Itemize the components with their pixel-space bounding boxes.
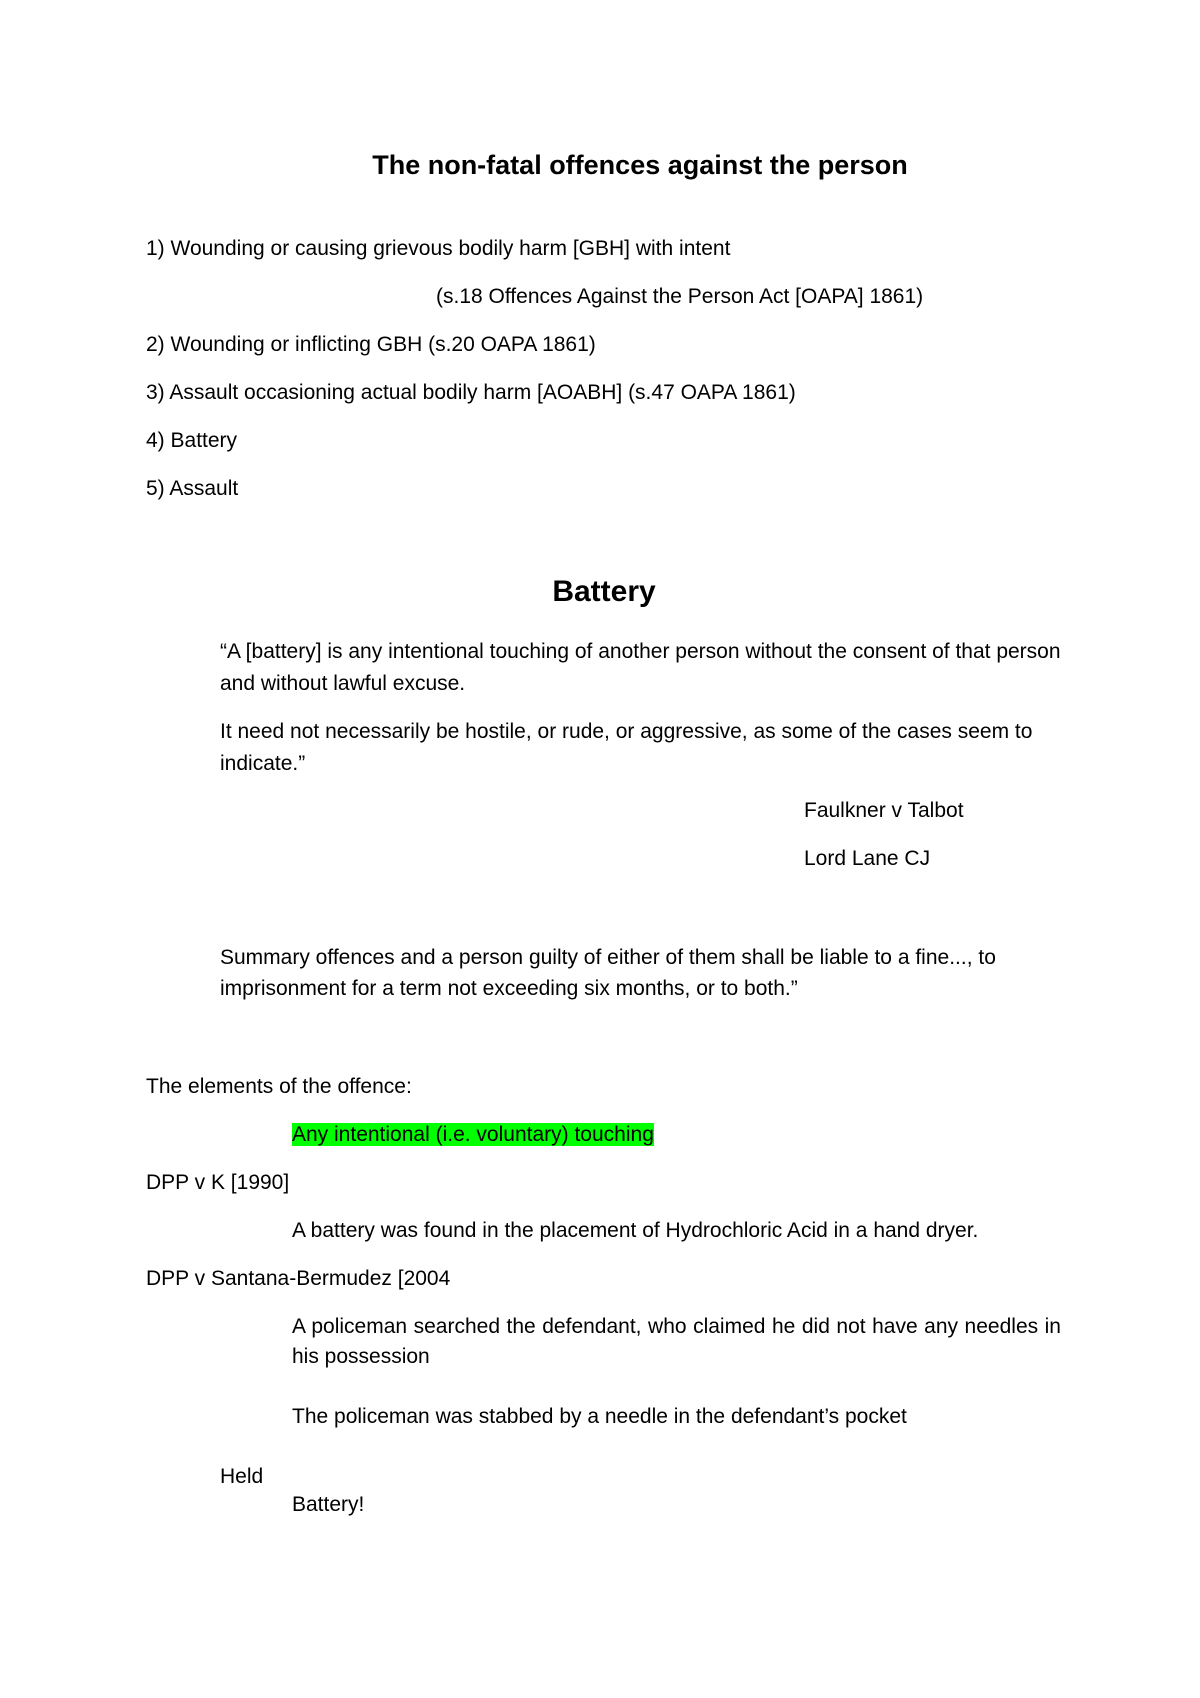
- offence-item-5: 5) Assault: [146, 477, 239, 500]
- held-result: Battery!: [292, 1493, 365, 1516]
- offence-item-2: 2) Wounding or inflicting GBH (s.20 OAPA 1861): [146, 333, 596, 356]
- case-2-name: DPP v Santana-Bermudez [2004: [146, 1267, 451, 1290]
- case-2-description-1: A policeman searched the defendant, who claimed he did not have any needles in his possession: [292, 1315, 1061, 1368]
- summary-paragraph: Summary offences and a person guilty of either of them shall be liable to a fine..., to imprisonment for a term not exceeding six months, or to both.”: [220, 946, 996, 1000]
- case-1-name: DPP v K [1990]: [146, 1171, 290, 1194]
- highlighted-text: Any intentional (i.e. voluntary) touching: [292, 1123, 654, 1146]
- page-title: The non-fatal offences against the person: [372, 150, 908, 180]
- quote-paragraph-2: It need not necessarily be hostile, or rude, or aggressive, as some of the cases seem to indicate.”: [220, 720, 1033, 775]
- offence-item-3: 3) Assault occasioning actual bodily harm [AOABH] (s.47 OAPA 1861): [146, 381, 796, 404]
- elements-label: The elements of the offence:: [146, 1075, 412, 1098]
- offence-item-4: 4) Battery: [146, 429, 238, 452]
- offence-item-1: 1) Wounding or causing grievous bodily harm [GBH] with intent: [146, 237, 731, 260]
- quote-judge: Lord Lane CJ: [804, 847, 931, 870]
- held-label: Held: [220, 1465, 264, 1488]
- case-2-description-2: The policeman was stabbed by a needle in the defendant’s pocket: [292, 1405, 907, 1428]
- offence-item-1-statute: (s.18 Offences Against the Person Act [OAPA] 1861): [436, 285, 924, 308]
- element-1: [292, 1120, 654, 1150]
- quote-case-citation: Faulkner v Talbot: [804, 799, 964, 822]
- battery-heading: Battery: [552, 575, 656, 608]
- case-1-description: A battery was found in the placement of Hydrochloric Acid in a hand dryer.: [292, 1219, 979, 1242]
- quote-paragraph-1: “A [battery] is any intentional touching of another person without the consent of that person and without lawful excuse.: [220, 640, 1061, 695]
